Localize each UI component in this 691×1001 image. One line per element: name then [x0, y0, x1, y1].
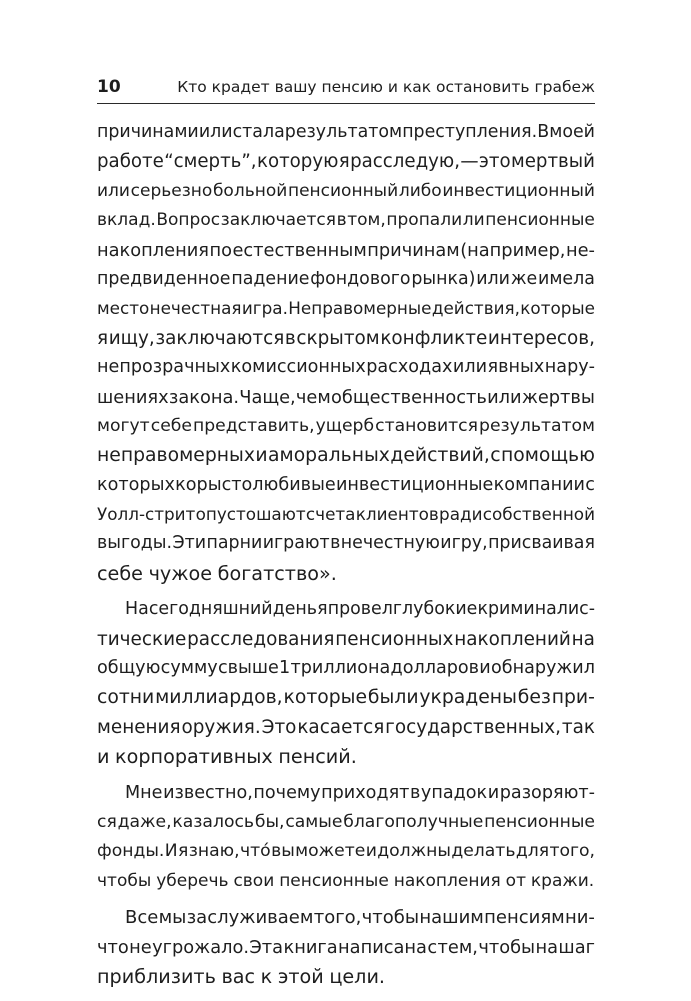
text-line: и корпоративных пенсий.	[97, 745, 357, 769]
text-line: приблизить вас к этой цели.	[97, 964, 386, 988]
paragraph	[97, 779, 595, 897]
text-line: чтобы уберечь свои пенсионные накопления от кражи.	[97, 870, 595, 891]
paragraph	[97, 903, 595, 991]
paragraph	[97, 595, 595, 771]
paragraph	[97, 118, 595, 588]
paragraph-gap	[97, 772, 595, 779]
text-line: ся даже, казалось бы, самые благополучные пенсионные	[97, 811, 595, 832]
text-line: вклад. Вопрос заключается в том, пропали ли пенсионные	[97, 210, 595, 231]
text-line: общую сумму свыше 1 триллиона долларов и обнаружил	[97, 658, 595, 679]
text-line: предвиденное падение фондового рынка) или же имела	[97, 268, 595, 289]
page-number: 10	[97, 77, 121, 97]
text-line: менения оружия. Это касается государственных, так	[97, 716, 595, 738]
text-line: которых корыстолюбивые инвестиционные компании с	[97, 474, 595, 495]
text-line: накопления по естественным причинам (например, не-	[97, 239, 595, 261]
paragraph-gap	[97, 896, 595, 903]
text-line: Мне известно, почему приходят в упадок и разоряют-	[125, 782, 595, 803]
header-rule	[97, 103, 595, 104]
text-line: выгоды. Эти парни играют в нечестную игру, присваивая	[97, 533, 595, 554]
text-line: непрозрачных комиссионных расходах или явных нару-	[97, 357, 595, 378]
text-line: я ищу, заключаются в скрытом конфликте интересов,	[97, 327, 595, 349]
running-title: Кто крадет вашу пенсию и как остановить грабеж	[177, 78, 595, 96]
text-line: сотни миллиардов, которые были украдены без при-	[97, 687, 595, 709]
body-text	[97, 118, 595, 991]
text-line: или серьезно больной пенсионный либо инвестиционный	[97, 180, 595, 201]
text-line: На сегодняшний день я провел глубокие криминалис-	[125, 599, 595, 620]
text-line: фонды. И я знаю, что́ вы можете и должны делать для того,	[97, 841, 595, 862]
text-line: место нечестная игра. Неправомерные действия, которые	[97, 298, 595, 319]
text-line: себе чужое богатство».	[97, 561, 337, 585]
text-line: могут себе представить, ущерб становится результатом	[97, 415, 595, 436]
text-line: причинами или стала результатом преступления. В моей	[97, 122, 595, 142]
text-line: что не угрожало. Эта книга написана с тем, чтобы на шаг	[97, 936, 595, 958]
text-line: неправомерных и аморальных действий, с помощью	[97, 445, 595, 467]
text-line: шениях закона. Чаще, чем общественность или жертвы	[97, 386, 595, 408]
running-head	[97, 75, 595, 99]
text-line: Уолл-стрит опустошают счета клиентов ради собственной	[97, 504, 595, 525]
text-line: работе “смерть”, которую я расследую, — это мертвый	[97, 151, 595, 173]
text-line: тические расследования пенсионных накоплений на	[97, 628, 595, 650]
text-line: Все мы заслуживаем того, чтобы нашим пенсиям ни-	[125, 907, 595, 929]
paragraph-gap	[97, 588, 595, 595]
